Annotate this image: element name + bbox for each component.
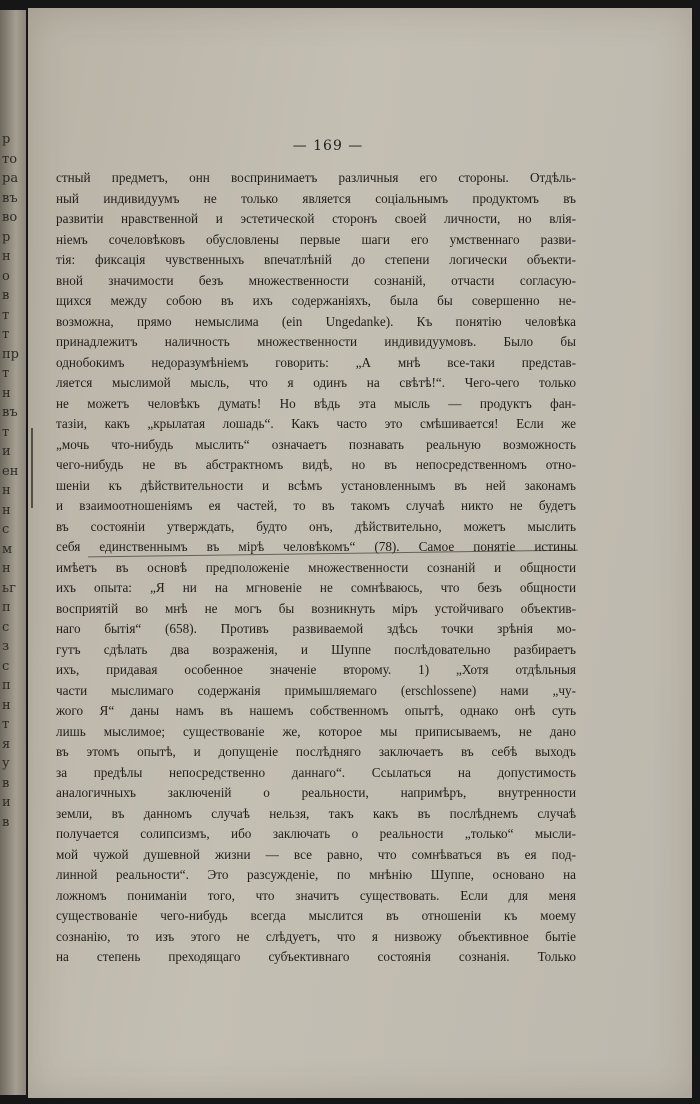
text-line: ихъ, придавая особенное значеніе второму. 1) „Хотя отдѣльныя (56, 662, 576, 677)
text-line: имѣетъ въ основѣ предположеніе множественности сознаній и общности (56, 559, 576, 575)
body-text (56, 168, 576, 968)
text-line: части мыслимаго содержанія примышляемаго (erschlossene) нами „чу- (56, 682, 576, 698)
text-line: стный предметъ, онн воспринимаетъ различныя его стороны. Отдѣль- (56, 170, 576, 185)
text-line: существованіе чего-нибудь всегда мыслится въ отношеніи къ моему (56, 908, 576, 923)
text-line: мой чужой душевной жизни — все равно, что сомнѣваться въ ея под- (56, 846, 576, 862)
text-line: гутъ сдѣлать два возраженія, и Шуппе послѣдовательно разбираетъ (56, 641, 576, 657)
text-line: сознанію, то изъ этого не слѣдуетъ, что я низвожу объективное бытіе (56, 928, 576, 944)
text-line: наго бытія“ (658). Противъ развиваемой здѣсь точки зрѣнія мо- (56, 621, 576, 636)
text-line: на степень преходящаго субъективнаго состоянія сознанія. Только (56, 949, 576, 964)
text-line: восприятій во мнѣ не могъ бы возникнуть міръ устойчиваго объектив- (56, 600, 576, 616)
page-number: — 169 — (292, 138, 364, 154)
text-line: жого Я“ даны намъ въ нашемъ собственномъ опытѣ, однако онѣ суть (56, 703, 576, 718)
text-line: возможна, прямо немыслима (ein Ungedanke). Къ понятію человѣка (56, 313, 576, 329)
text-line: не можетъ человѣкъ думать! Но вѣдь эта мысль — продуктъ фан- (56, 395, 576, 411)
text-line: однобокимъ недоразумѣніемъ говорить: „А мнѣ все-таки представ- (56, 354, 576, 370)
text-line: за предѣлы непосредственно даннаго“. Ссылаться на допустимость (56, 764, 576, 780)
text-line: тазіи, какъ „крылатая лошадь“. Какъ часто это смѣшивается! Если же (56, 416, 576, 431)
text-line: щихся между собою въ ихъ содержаніяхъ, была бы совершенно не- (56, 293, 576, 308)
book-page (28, 8, 692, 1098)
text-line: получается солипсизмъ, ибо заключать о реальности „только“ мысли- (56, 826, 576, 841)
text-line: принадлежитъ наличность множественности индивидуумовъ. Было бы (56, 334, 576, 349)
text-line: шеніи къ дѣйствительности и всѣмъ установленнымъ въ ней законамъ (56, 477, 576, 493)
text-line: ный индивидуумъ не только является соціальнымъ продуктомъ въ (56, 190, 576, 206)
text-line: въ этомъ опытѣ, и допущеніе послѣдняго заключаетъ въ себѣ выходъ (56, 744, 576, 759)
text-line: и взаимоотношеніямъ ея частей, то въ такомъ случаѣ никто не будетъ (56, 498, 576, 513)
text-line: лишь мыслимое; существованіе же, которое мы приписываемъ, не дано (56, 723, 576, 739)
text-line: ложномъ пониманіи того, что значитъ существовать. Если для меня (56, 887, 576, 903)
text-line: себя единственнымъ въ мірѣ человѣкомъ“ (78). Самое понятіе истины (56, 539, 576, 554)
text-line: „мочь что-нибудь мыслить“ означаетъ познавать реальную возможность (56, 436, 576, 452)
margin-pencil-mark (31, 428, 33, 508)
facing-page-edge (0, 10, 26, 1095)
facing-page-text: р то ра въ во р н о в т т пр т н въ т и ен н н с м н ьг п с з с п н т я у в и в (2, 132, 19, 830)
text-line: ляется мыслимой мысль, что я одинъ на свѣтѣ!“. Чего-чего только (56, 375, 576, 390)
text-line: ихъ опыта: „Я ни на мгновеніе не сомнѣваюсь, что безъ общности (56, 580, 576, 595)
text-line: въ состояніи утверждать, будто онъ, дѣйствительно, можетъ мыслить (56, 518, 576, 534)
text-line: развитіи нравственной и эстетической сторонъ своей личности, но влія- (56, 211, 576, 226)
text-line: линной реальности“. Это разсужденіе, по мнѣнію Шуппе, основано на (56, 867, 576, 882)
text-line: чего-нибудь не въ абстрактномъ видѣ, но въ непосредственномъ отно- (56, 457, 576, 472)
text-line: вной значимости безъ множественности сознаній, отчасти согласую- (56, 272, 576, 288)
text-line: земли, въ данномъ случаѣ нельзя, такъ какъ въ послѣднемъ случаѣ (56, 805, 576, 821)
text-line: аналогичныхъ заключеній о реальности, напримѣръ, внутренности (56, 785, 576, 800)
text-line: тія: фиксація чувственныхъ впечатлѣній до степени логически объекти- (56, 252, 576, 267)
text-line: ніемъ сочеловѣковъ обусловлены первые шаги его умственнаго разви- (56, 231, 576, 247)
